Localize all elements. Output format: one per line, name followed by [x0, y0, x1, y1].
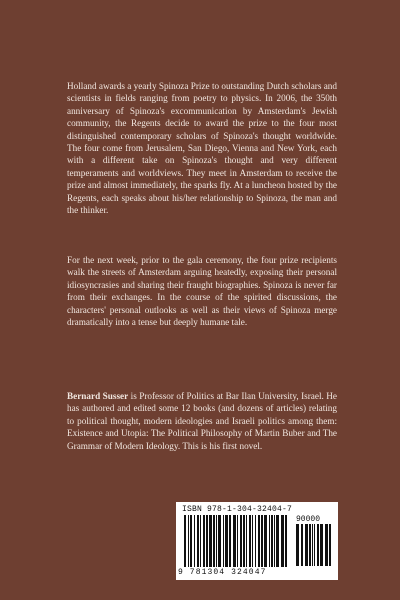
barcode-bar	[325, 524, 328, 566]
blurb-paragraph-1: Holland awards a yearly Spinoza Prize to outstanding Dutch scholars and scientists in fields ranging from poetry to physics. In 2006, the 350th anniversary of Spinoza's excommunication by Amsterdam's Jewish community, the Regents decide to award the prize to the four most distinguished contemporary scholars of Spinoza's thought worldwide. The four come from Jerusalem, San Diego, Vienna and New York, each with a different take on Spinoza's thought and very different temperaments and worldviews. They meet in Amsterdam to receive the prize and almost immediately, the sparks fly. At a luncheon hosted by the Regents, each speaks about his/her relationship to Spinoza, the man and the thinker.	[67, 81, 337, 216]
blurb-paragraph-2: For the next week, prior to the gala ceremony, the four prize recipients walk the streets of Amsterdam arguing heatedly, exposing their personal idiosyncrasies and sharing their fraught biographies. Spinoza is never far from their exchanges. In the course of the spirited discussions, the characters' personal outlooks as well as their views of Spinoza merge dramatically into a tense but deeply humane tale.	[67, 255, 337, 328]
price-code: 90000	[296, 515, 321, 524]
barcode-bar	[218, 515, 221, 567]
barcode-bar	[213, 515, 215, 567]
barcode-bar	[246, 515, 247, 567]
barcode-bar	[271, 515, 273, 567]
barcode-bar	[229, 515, 231, 567]
isbn-label: ISBN 978-1-304-32404-7	[182, 505, 293, 514]
barcode-bar	[240, 515, 242, 567]
barcode-bar	[261, 515, 263, 567]
barcode-bar	[188, 515, 189, 567]
barcode-bar	[269, 515, 270, 567]
barcode-bar	[209, 515, 212, 567]
barcode-bar	[223, 515, 224, 567]
barcode-bar	[190, 515, 192, 567]
barcode-bar	[206, 515, 208, 567]
barcode-bar	[243, 515, 245, 567]
barcode-bar	[249, 515, 251, 567]
barcode-bar	[312, 524, 313, 566]
ean-barcode-bars	[184, 515, 290, 567]
barcode-bar	[309, 524, 311, 566]
barcode-bar	[274, 515, 275, 567]
addon-barcode-bars	[296, 524, 332, 566]
barcode-bar	[329, 524, 331, 566]
barcode-bar	[252, 515, 253, 567]
barcode-bar	[314, 524, 315, 566]
barcode-bar	[276, 515, 279, 567]
barcode	[176, 502, 338, 580]
barcode-bar	[200, 515, 201, 567]
barcode-bar	[301, 524, 303, 566]
barcode-bar	[194, 515, 195, 567]
ean-digits: 9 781304 324047	[178, 568, 267, 577]
barcode-bar	[296, 524, 299, 566]
barcode-bar	[317, 524, 319, 566]
barcode-bar	[184, 515, 186, 567]
author-bio-text: is Professor of Politics at Bar Ilan University, Israel. He has authored and edited some 12 books (and dozens of articles) relating to political thought, modern ideologies and Israeli politics among them: Existence and Utopia: The Political Philosophy of Martin Buber and The Grammar of Modern Ideology. This is his first novel.	[67, 391, 337, 451]
barcode-bar	[216, 515, 217, 567]
barcode-bar	[305, 524, 308, 566]
barcode-bar	[197, 515, 199, 567]
barcode-bar	[258, 515, 260, 567]
barcode-bar	[255, 515, 256, 567]
barcode-bar	[320, 524, 323, 566]
author-bio	[67, 390, 337, 452]
barcode-bar	[225, 515, 228, 567]
barcode-bar	[237, 515, 238, 567]
author-name: Bernard Susser	[67, 391, 129, 401]
barcode-bar	[281, 515, 284, 567]
barcode-bar	[203, 515, 205, 567]
barcode-bar	[285, 515, 287, 567]
barcode-bar	[264, 515, 267, 567]
barcode-bar	[233, 515, 236, 567]
